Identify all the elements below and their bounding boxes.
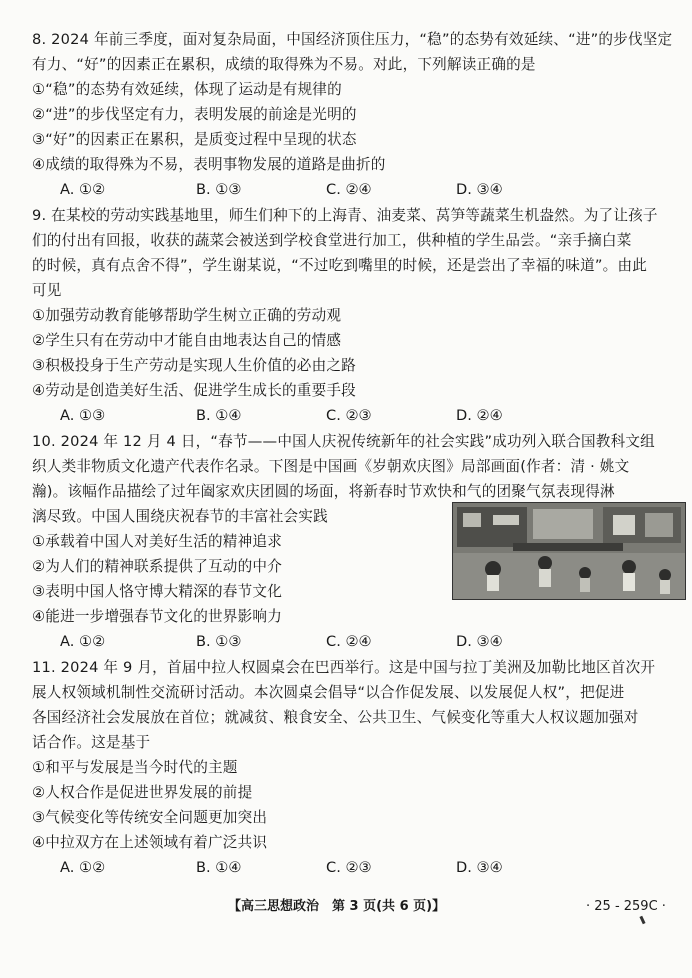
- painting-image: [453, 503, 685, 599]
- q10-option-d[interactable]: D. ③④: [456, 633, 503, 650]
- q10-statement-1: ①承载着中国人对美好生活的精神追求: [32, 533, 282, 550]
- q9-stem-line-2: 们的付出有回报，收获的蔬菜会被送到学校食堂进行加工，供种植的学生品尝。“亲手摘白菜: [32, 232, 632, 249]
- q10-option-a[interactable]: A. ①②: [60, 633, 106, 650]
- q9-option-d[interactable]: D. ②④: [456, 407, 503, 424]
- q8-option-b[interactable]: B. ①③: [196, 181, 242, 198]
- pen-mark: [639, 916, 645, 925]
- q11-stem-line-4: 话合作。这是基于: [32, 734, 151, 751]
- q9-option-b[interactable]: B. ①④: [196, 407, 242, 424]
- q10-option-c[interactable]: C. ②④: [326, 633, 372, 650]
- q11-statement-4: ④中拉双方在上述领域有着广泛共识: [32, 834, 268, 851]
- q9-stem-line-3: 的时候，真有点舍不得”，学生谢某说，“不过吃到嘴里的时候，还是尝出了幸福的味道”。由此: [32, 257, 648, 274]
- q8-stem-line-1: 8. 2024 年前三季度，面对复杂局面，中国经济顶住压力，“稳”的态势有效延续、“进”的步伐坚定: [32, 31, 673, 48]
- q9-option-a[interactable]: A. ①③: [60, 407, 106, 424]
- q10-stem-line-1: 10. 2024 年 12 月 4 日，“春节——中国人庆祝传统新年的社会实践”成功列入联合国教科文组: [32, 433, 655, 450]
- q8-statement-1: ①“稳”的态势有效延续，体现了运动是有规律的: [32, 81, 342, 98]
- painting-figure: [452, 502, 686, 600]
- q9-statement-3: ③积极投身于生产劳动是实现人生价值的必由之路: [32, 357, 356, 374]
- q11-option-c[interactable]: C. ②③: [326, 859, 372, 876]
- q8-statement-2: ②“进”的步伐坚定有力，表明发展的前途是光明的: [32, 106, 357, 123]
- q11-stem-line-2: 展人权领域机制性交流研讨活动。本次圆桌会倡导“以合作促发展、以发展促人权”，把促进: [32, 684, 625, 701]
- q11-stem-line-1: 11. 2024 年 9 月，首届中拉人权圆桌会在巴西举行。这是中国与拉丁美洲及加勒比地区首次开: [32, 659, 656, 676]
- q8-option-c[interactable]: C. ②④: [326, 181, 372, 198]
- q11-option-d[interactable]: D. ③④: [456, 859, 503, 876]
- footer-page-info: 【高三思想政治 第 3 页(共 6 页)】: [228, 899, 446, 914]
- footer-exam-code: · 25 - 259C ·: [586, 899, 666, 914]
- q11-option-a[interactable]: A. ①②: [60, 859, 106, 876]
- q9-statement-2: ②学生只有在劳动中才能自由地表达自己的情感: [32, 332, 342, 349]
- q9-statement-4: ④劳动是创造美好生活、促进学生成长的重要手段: [32, 382, 356, 399]
- q10-option-b[interactable]: B. ①③: [196, 633, 242, 650]
- q8-stem-line-2: 有力、“好”的因素正在累积，成绩的取得殊为不易。对此，下列解读正确的是: [32, 56, 536, 73]
- q8-option-a[interactable]: A. ①②: [60, 181, 106, 198]
- q10-statement-4: ④能进一步增强春节文化的世界影响力: [32, 608, 282, 625]
- q8-statement-3: ③“好”的因素正在累积，是质变过程中呈现的状态: [32, 131, 357, 148]
- q10-statement-3: ③表明中国人恪守博大精深的春节文化: [32, 583, 282, 600]
- q10-statement-2: ②为人们的精神联系提供了互动的中介: [32, 558, 282, 575]
- q11-option-b[interactable]: B. ①④: [196, 859, 242, 876]
- q8-option-d[interactable]: D. ③④: [456, 181, 503, 198]
- q11-statement-2: ②人权合作是促进世界发展的前提: [32, 784, 253, 801]
- q9-stem-line-1: 9. 在某校的劳动实践基地里，师生们种下的上海青、油麦菜、莴笋等蔬菜生机盎然。为了让孩子: [32, 207, 658, 224]
- q11-stem-line-3: 各国经济社会发展放在首位；就减贫、粮食安全、公共卫生、气候变化等重大人权议题加强对: [32, 709, 639, 726]
- q9-statement-1: ①加强劳动教育能够帮助学生树立正确的劳动观: [32, 307, 342, 324]
- q11-statement-3: ③气候变化等传统安全问题更加突出: [32, 809, 268, 826]
- q9-stem-line-4: 可见: [32, 282, 62, 299]
- q11-statement-1: ①和平与发展是当今时代的主题: [32, 759, 238, 776]
- q9-option-c[interactable]: C. ②③: [326, 407, 372, 424]
- q10-stem-line-3: 瀚)。该幅作品描绘了过年阖家欢庆团圆的场面，将新春时节欢快和气的团聚气氛表现得淋: [32, 483, 615, 500]
- q10-stem-line-2: 织人类非物质文化遗产代表作名录。下图是中国画《岁朝欢庆图》局部画面(作者：清 · 姚文: [32, 458, 630, 475]
- q10-stem-line-4: 漓尽致。中国人围绕庆祝春节的丰富社会实践: [32, 508, 328, 525]
- q8-statement-4: ④成绩的取得殊为不易，表明事物发展的道路是曲折的: [32, 156, 386, 173]
